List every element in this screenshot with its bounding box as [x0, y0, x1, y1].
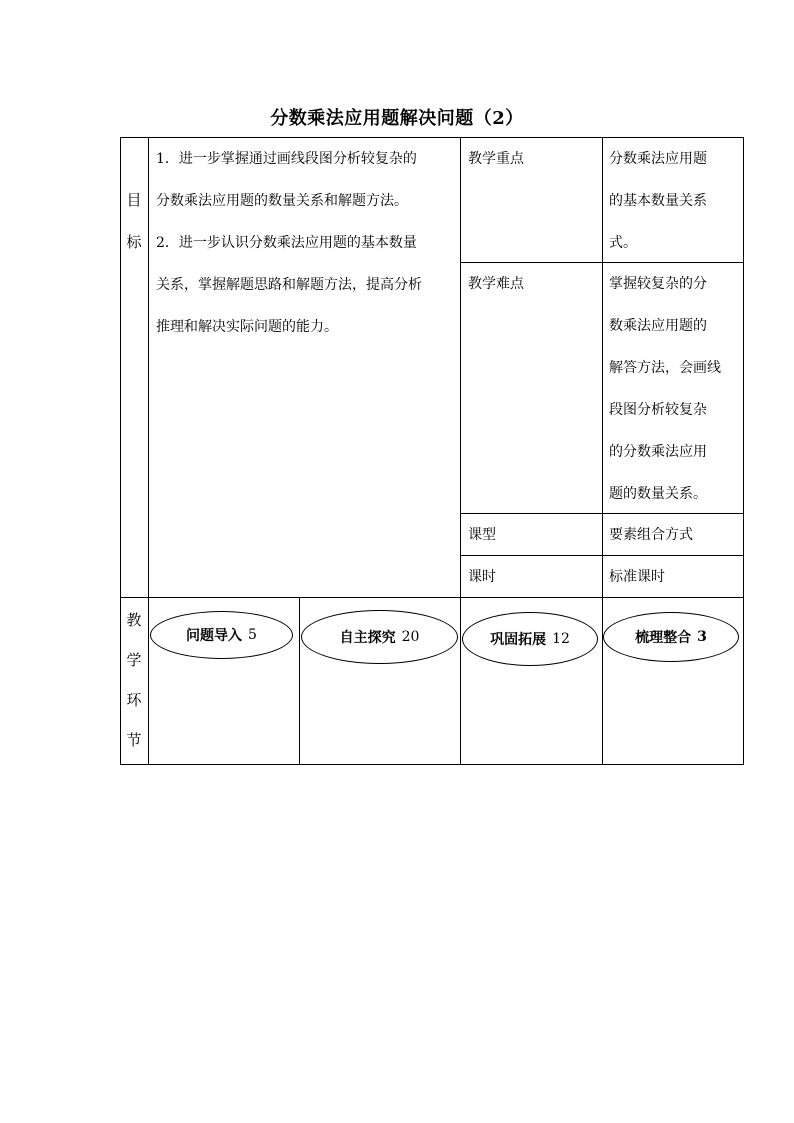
- lesson-time-value: 标准课时: [609, 569, 665, 585]
- table-border-right: [743, 137, 744, 765]
- col-divider: [602, 137, 603, 765]
- lesson-time-label: 课时: [468, 569, 496, 585]
- goal-line: 分数乘法应用题的数量关系和解题方法。: [156, 193, 408, 209]
- key-point-label: 教学重点: [468, 151, 524, 167]
- goals-text: [156, 138, 456, 348]
- lesson-type-value: 要素组合方式: [609, 527, 693, 543]
- page-title: 分数乘法应用题解决问题（2）: [270, 108, 524, 129]
- col-divider: [148, 137, 149, 765]
- difficulty-text: 掌握较复杂的分 数乘法应用题的 解答方法，会画线 段图分析较复杂 的分数乘法应用 题的数量关系。: [609, 276, 721, 502]
- goal-label: 目 标: [126, 191, 142, 251]
- lesson-type-label: 课型: [468, 527, 496, 543]
- stage-oval-consolidate: 巩固拓展 12: [462, 612, 598, 666]
- col-divider: [299, 597, 300, 765]
- stage-oval-intro: 问题导入 5: [150, 611, 293, 659]
- stage-oval-summary: 梳理整合 3: [603, 612, 739, 662]
- stage-label: 教 学 环 节: [126, 611, 142, 749]
- col-divider: [460, 137, 461, 765]
- table-border-bottom: [120, 764, 744, 765]
- goal-line: 关系，掌握解题思路和解题方法，提高分析: [156, 277, 422, 293]
- goal-line: 1．进一步掌握通过画线段图分析较复杂的: [156, 151, 417, 167]
- stage-oval-explore: 自主探究 20: [301, 610, 458, 664]
- goal-line: 推理和解决实际问题的能力。: [156, 319, 338, 335]
- goal-line: 2．进一步认识分数乘法应用题的基本数量: [156, 235, 417, 251]
- key-point-text: 分数乘法应用题 的基本数量关系 式。: [609, 151, 707, 251]
- difficulty-label: 教学难点: [468, 276, 524, 292]
